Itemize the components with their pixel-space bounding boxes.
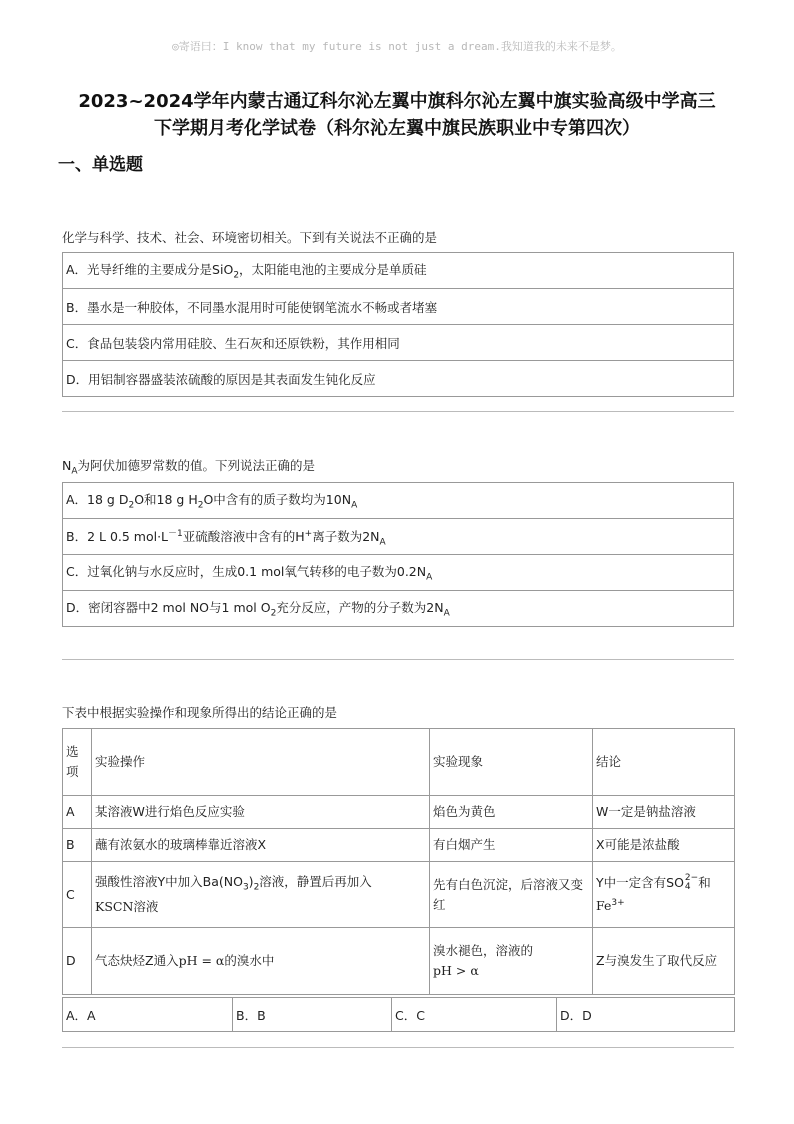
q1-stem: 化学与科学、技术、社会、环境密切相关。下到有关说法不正确的是 — [62, 230, 438, 245]
header-phenomenon: 实验现象 — [430, 729, 593, 796]
divider — [62, 1047, 734, 1048]
section-heading: 一、单选题 — [58, 155, 143, 175]
divider — [62, 659, 734, 660]
table-cell: 溴水褪色，溶液的 pH > α — [430, 928, 593, 995]
q2-option-d[interactable]: D．密闭容器中2 mol NO与1 mol $O_2$充分反应，产物的分子数为$2N_A$ — [63, 591, 734, 627]
q3-options — [62, 997, 735, 1032]
table-header-row — [63, 729, 735, 796]
q1-option-d[interactable]: D．用铝制容器盛装浓硫酸的原因是其表面发生钝化反应 — [63, 361, 734, 397]
q1-option-c[interactable]: C．食品包装袋内常用硅胶、生石灰和还原铁粉，其作用相同 — [63, 325, 734, 361]
header-option: 选项 — [63, 729, 92, 796]
table-cell: 蘸有浓氨水的玻璃棒靠近溶液X — [92, 829, 430, 862]
table-cell: W一定是钠盐溶液 — [593, 796, 735, 829]
table-row — [63, 862, 735, 928]
table-cell: 先有白色沉淀，后溶液又变红 — [430, 862, 593, 928]
table-cell: 强酸性溶液Y中加入$Ba(NO_3)_2$溶液，静置后再加入 KSCN溶液 — [92, 862, 430, 928]
table-cell: Z与溴发生了取代反应 — [593, 928, 735, 995]
table-cell: Y中一定含有SO 2− 4 和 $Fe^{3+}$ — [593, 862, 735, 928]
q1-options — [62, 252, 734, 397]
table-row — [63, 796, 735, 829]
table-cell: X可能是浓盐酸 — [593, 829, 735, 862]
table-cell: B — [63, 829, 92, 862]
table-row — [63, 928, 735, 995]
table-cell: 焰色为黄色 — [430, 796, 593, 829]
header-operation: 实验操作 — [92, 729, 430, 796]
table-cell: 气态炔烃Z通入pH = α的溴水中 — [92, 928, 430, 995]
q2-option-b[interactable]: B．2 L 0.5 $mol\cdot L^{-1}$亚硫酸溶液中含有的H+离子数为$2N_A$ — [63, 519, 734, 555]
title-line-1: 2023~2024学年内蒙古通辽科尔沁左翼中旗科尔沁左翼中旗实验高级中学高三 — [78, 91, 716, 112]
q2-stem: $N_A$为阿伏加德罗常数的值。下列说法正确的是 — [62, 458, 316, 477]
q3-stem: 下表中根据实验操作和现象所得出的结论正确的是 — [62, 705, 338, 720]
q2-options — [62, 482, 734, 627]
table-cell: A — [63, 796, 92, 829]
table-cell: D — [63, 928, 92, 995]
q1-option-b[interactable]: B．墨水是一种胶体，不同墨水混用时可能使钢笔流水不畅或者堵塞 — [63, 289, 734, 325]
q2-option-c[interactable]: C．过氧化钠与水反应时，生成0.1 mol氧气转移的电子数为$0.2N_A$ — [63, 555, 734, 591]
document-title — [40, 88, 754, 142]
q3-option-c[interactable]: C．C — [392, 998, 557, 1032]
table-row — [63, 829, 735, 862]
divider — [62, 411, 734, 412]
table-cell: 有白烟产生 — [430, 829, 593, 862]
q2-option-a[interactable]: A．18 g $D_2O$和18 g $H_2O$中含有的质子数均为$10N_A$ — [63, 483, 734, 519]
table-cell: 某溶液W进行焰色反应实验 — [92, 796, 430, 829]
q3-option-a[interactable]: A．A — [63, 998, 233, 1032]
header-conclusion: 结论 — [593, 729, 735, 796]
table-cell: C — [63, 862, 92, 928]
q1-option-a[interactable]: A．光导纤维的主要成分是SiO$_2$，太阳能电池的主要成分是单质硅 — [63, 253, 734, 289]
q3-option-d[interactable]: D．D — [557, 998, 735, 1032]
q3-experiment-table — [62, 728, 735, 995]
q3-option-b[interactable]: B．B — [233, 998, 392, 1032]
header-motto: ◎寄语曰：I know that my future is not just a dream.我知道我的未来不是梦。 — [172, 40, 622, 53]
title-line-2: 下学期月考化学试卷（科尔沁左翼中旗民族职业中专第四次） — [154, 118, 640, 139]
